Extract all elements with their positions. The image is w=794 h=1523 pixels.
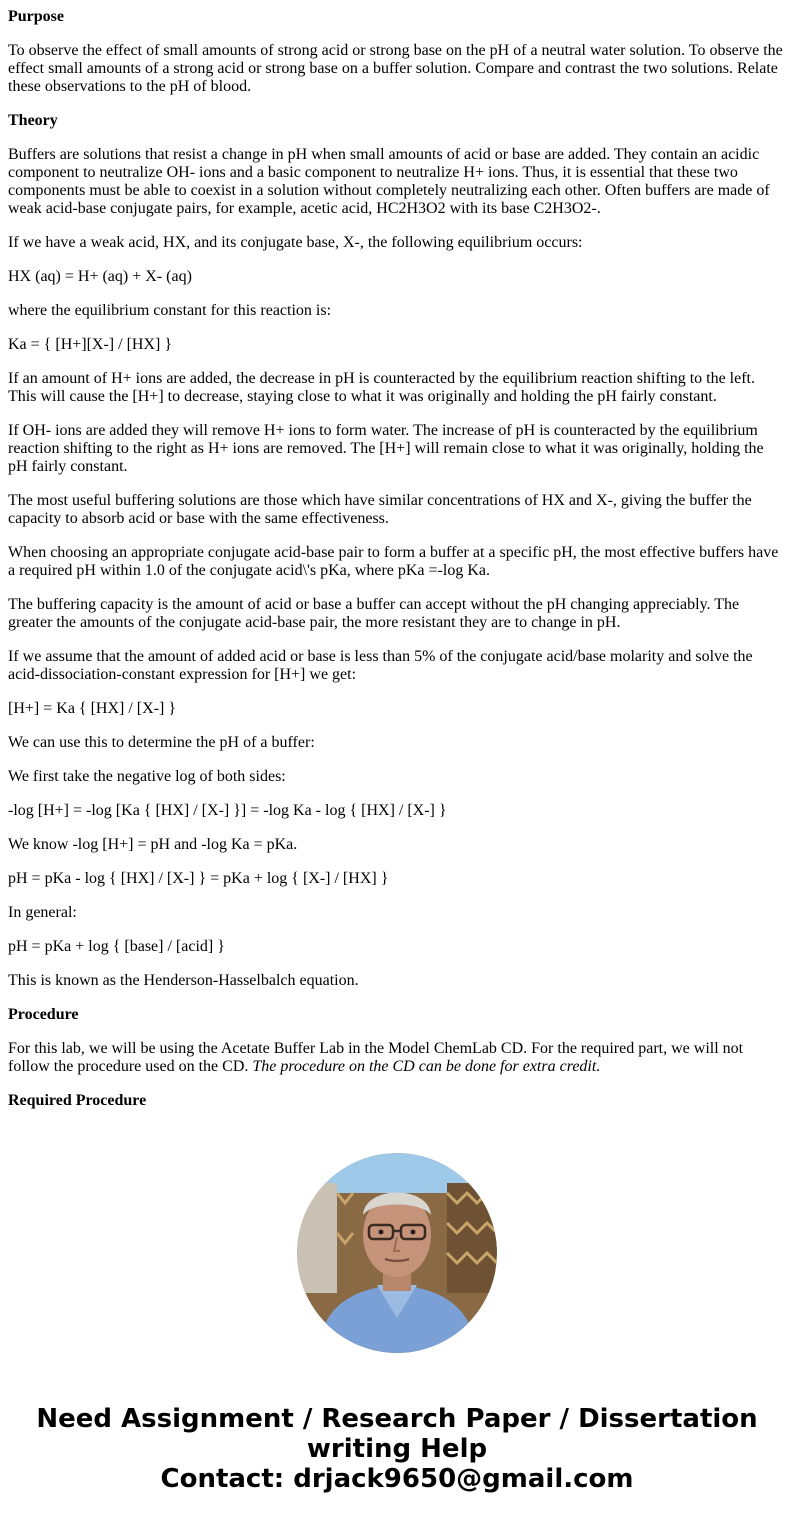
h-concentration-equation: [H+] = Ka { [HX] / [X-] } <box>8 700 177 717</box>
procedure-text-italic: The procedure on the CD can be done for extra credit. <box>252 1058 601 1075</box>
ka-equation: Ka = { [H+][X-] / [HX] } <box>8 336 173 353</box>
promo-banner <box>0 1404 794 1494</box>
theory-paragraph: The buffering capacity is the amount of acid or base a buffer can accept without the pH changing appreciably. The greater the amounts of the conjugate acid-base pair, the more resistant they are to change in pH. <box>8 596 740 631</box>
equilibrium-equation: HX (aq) = H+ (aq) + X- (aq) <box>8 268 192 285</box>
promo-contact: Contact: drjack9650@gmail.com <box>160 1464 634 1494</box>
theory-paragraph: If we have a weak acid, HX, and its conjugate base, X-, the following equilibrium occurs: <box>8 234 583 251</box>
avatar-photo <box>297 1153 497 1353</box>
theory-heading: Theory <box>8 112 58 129</box>
theory-paragraph: The most useful buffering solutions are those which have similar concentrations of HX and X-, giving the buffer the capacity to absorb acid or base with the same effectiveness. <box>8 492 752 527</box>
theory-paragraph: We know -log [H+] = pH and -log Ka = pKa. <box>8 836 298 853</box>
log-equation: -log [H+] = -log [Ka { [HX] / [X-] }] = -log Ka - log { [HX] / [X-] } <box>8 802 447 819</box>
theory-paragraph: We can use this to determine the pH of a buffer: <box>8 734 315 751</box>
procedure-text-plain: For this lab, we will be using the Acetate Buffer Lab in the Model ChemLab CD. For the required part, we will not follow the procedure used on the CD. <box>8 1040 744 1075</box>
theory-paragraph: If OH- ions are added they will remove H+ ions to form water. The increase of pH is counteracted by the equilibrium reaction shifting to the right as H+ ions are removed. The [H+] will remain close to what it was originally, holding the pH fairly constant. <box>8 422 764 475</box>
theory-paragraph: If we assume that the amount of added acid or base is less than 5% of the conjugate acid/base molarity and solve the acid-dissociation-constant expression for [H+] we get: <box>8 648 753 683</box>
ph-equation: pH = pKa - log { [HX] / [X-] } = pKa + log { [X-] / [HX] } <box>8 870 389 887</box>
theory-paragraph: In general: <box>8 904 77 921</box>
required-procedure-heading: Required Procedure <box>8 1092 147 1109</box>
purpose-heading: Purpose <box>8 8 64 25</box>
theory-paragraph: When choosing an appropriate conjugate acid-base pair to form a buffer at a specific pH, the most effective buffers have a required pH within 1.0 of the conjugate acid\'s pKa, where pKa =-log Ka. <box>8 544 779 579</box>
procedure-text <box>8 1040 786 1076</box>
theory-paragraph: We first take the negative log of both sides: <box>8 768 286 785</box>
promo-line-2: writing Help <box>306 1434 488 1464</box>
theory-paragraph: This is known as the Henderson-Hasselbalch equation. <box>8 972 359 989</box>
author-avatar <box>297 1153 497 1353</box>
theory-paragraph: where the equilibrium constant for this reaction is: <box>8 302 332 319</box>
procedure-heading: Procedure <box>8 1006 79 1023</box>
henderson-hasselbalch-equation: pH = pKa + log { [base] / [acid] } <box>8 938 225 955</box>
purpose-text: To observe the effect of small amounts of strong acid or strong base on the pH of a neutral water solution. To observe the effect small amounts of a strong acid or strong base on a buffer solution. Compare and contrast the two solutions. Relate these observations to the pH of blood. <box>8 42 783 95</box>
promo-line-1: Need Assignment / Research Paper / Dissertation <box>36 1404 758 1434</box>
theory-paragraph: If an amount of H+ ions are added, the decrease in pH is counteracted by the equilibrium reaction shifting to the left. This will cause the [H+] to decrease, staying close to what it was originally and holding the pH fairly constant. <box>8 370 755 405</box>
theory-paragraph: Buffers are solutions that resist a change in pH when small amounts of acid or base are added. They contain an acidic component to neutralize OH- ions and a basic component to neutralize H+ ions. Thus, it is essential that these two components must be able to coexist in a solution without completely neutralizing each other. Often buffers are made of weak acid-base conjugate pairs, for example, acetic acid, HC2H3O2 with its base C2H3O2-. <box>8 146 770 217</box>
